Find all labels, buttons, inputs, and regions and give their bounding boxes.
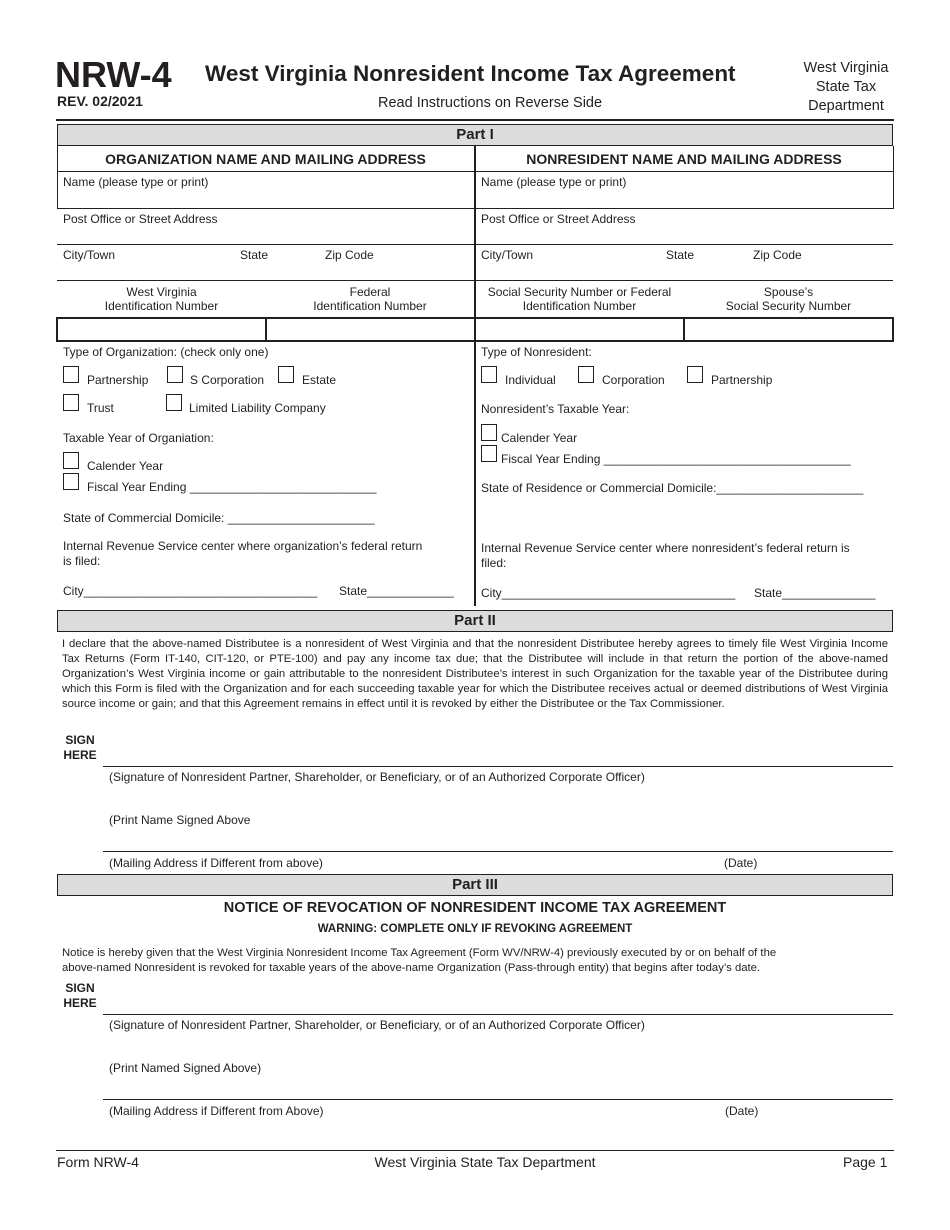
label-line: Identification Number <box>313 299 427 313</box>
signature-line <box>103 851 893 852</box>
notice-line: above-named Nonresident is revoked for taxable years of the above-name Organization (Pass-through entity) that begins after today’s date. <box>62 962 761 974</box>
part3-print-name-label: (Print Named Signed Above) <box>109 1061 262 1075</box>
nonres-city-label: City/Town <box>481 248 534 262</box>
nonres-heading: NONRESIDENT NAME AND MAILING ADDRESS <box>526 151 842 167</box>
org-calendar-year-label: Calender Year <box>87 459 164 473</box>
part2-print-name-label: (Print Name Signed Above <box>109 813 251 827</box>
agency-line: Department <box>808 98 884 114</box>
footer-rule <box>56 1150 894 1151</box>
part1-divider <box>474 146 476 606</box>
footer-form-id: Form NRW-4 <box>57 1154 139 1170</box>
nonres-residence-field[interactable]: State of Residence or Commercial Domicile:______________________ <box>481 481 864 495</box>
label-line: Identification Number <box>104 299 219 313</box>
label-line: filed: <box>481 556 507 570</box>
fed-id-input[interactable] <box>267 319 473 340</box>
part2-signature-field[interactable] <box>103 740 892 765</box>
label-line: Internal Revenue Service center where nonresident’s federal return is <box>481 541 850 555</box>
org-type-label: Type of Organization: (check only one) <box>63 345 269 359</box>
org-irs-state-field[interactable]: State_____________ <box>339 584 454 598</box>
org-irs-city-field[interactable]: City___________________________________ <box>63 584 318 598</box>
part2-mailing-label: (Mailing Address if Different from above) <box>109 856 323 870</box>
part3-signature-field[interactable] <box>103 988 892 1013</box>
form-id: NRW-4 <box>55 54 172 95</box>
nonres-state-label: State <box>666 248 695 262</box>
sign-text: SIGN <box>65 733 95 747</box>
org-city-label: City/Town <box>63 248 116 262</box>
agency-line: West Virginia <box>803 60 889 76</box>
s-corporation-label: S Corporation <box>190 373 265 387</box>
here-text: HERE <box>63 748 97 762</box>
estate-label: Estate <box>302 373 337 387</box>
label-line: Identification Number <box>522 299 637 313</box>
nonres-fiscal-year-field[interactable]: Fiscal Year Ending _____________________________________ <box>501 452 851 466</box>
part2-date-label: (Date) <box>724 856 758 870</box>
org-taxable-year-label: Taxable Year of Organiation: <box>63 431 214 445</box>
org-irs-label <box>63 539 422 569</box>
row-rule <box>57 280 893 281</box>
notice-line: Notice is hereby given that the West Virginia Nonresident Income Tax Agreement (Form WV/NRW-4) previously executed by or on behalf of the <box>62 947 777 959</box>
revocation-warning: WARNING: COMPLETE ONLY IF REVOKING AGREEMENT <box>317 923 633 935</box>
nonres-type-label: Type of Nonresident: <box>481 345 592 359</box>
fed-id-label <box>266 285 474 313</box>
partnership-checkbox[interactable] <box>63 366 79 383</box>
header-rule <box>56 119 894 121</box>
label-line: West Virginia <box>126 285 197 299</box>
org-zip-label: Zip Code <box>325 248 374 262</box>
revocation-notice <box>62 946 776 976</box>
s-corporation-checkbox[interactable] <box>167 366 183 383</box>
label-line: Spouse’s <box>763 285 814 299</box>
label-line: is filed: <box>63 554 101 568</box>
nonres-zip-label: Zip Code <box>753 248 802 262</box>
here-text: HERE <box>63 996 97 1010</box>
row-rule <box>57 171 893 172</box>
spouse-ssn-label <box>684 285 893 313</box>
spouse-ssn-input[interactable] <box>685 319 892 340</box>
part2-bar: Part II <box>57 610 893 632</box>
form-revision: REV. 02/2021 <box>57 93 143 109</box>
nonres-irs-label <box>481 541 850 571</box>
part2-declaration: I declare that the above-named Distributee is a nonresident of West Virginia and that the nonresident Distributee hereby agrees to timely file West Virginia Income Tax Returns (Form IT-140, CIT-120, or PTE-100) and pay any income tax due; that the Distributee will include in that return the portion of the above-named Organization’s West Virginia income or gain attributable to the nonresident Distributee’s interest in such Organization for the taxable year of the Distributee during which this Form is filed with the Organization and for each succeeding taxable year for which the Distributee receives actual or deemed distributions of West Virginia source income or gain; and that this Agreement remains in effect until it is revoked by either the Distributee or the Tax Commissioner. <box>62 638 888 710</box>
nonres-partnership-checkbox[interactable] <box>687 366 703 383</box>
trust-label: Trust <box>87 401 114 415</box>
org-domicile-field[interactable]: State of Commercial Domicile: ______________________ <box>63 511 375 525</box>
wv-id-label <box>57 285 266 313</box>
individual-label: Individual <box>505 373 556 387</box>
wv-id-input[interactable] <box>58 319 265 340</box>
corporation-label: Corporation <box>602 373 665 387</box>
form-subtitle: Read Instructions on Reverse Side <box>378 95 603 111</box>
part2-print-name-field[interactable] <box>103 828 892 850</box>
org-fiscal-year-checkbox[interactable] <box>63 473 79 490</box>
org-calendar-year-checkbox[interactable] <box>63 452 79 469</box>
part2-sign-here <box>58 733 102 763</box>
ssn-input[interactable] <box>476 319 683 340</box>
nonres-fiscal-year-checkbox[interactable] <box>481 445 497 462</box>
revocation-heading: NOTICE OF REVOCATION OF NONRESIDENT INCOME TAX AGREEMENT <box>223 900 727 916</box>
llc-label: Limited Liability Company <box>189 401 326 415</box>
nonres-irs-city-field[interactable]: City___________________________________ <box>481 586 736 600</box>
nonres-address-label: Post Office or Street Address <box>481 212 636 226</box>
org-heading: ORGANIZATION NAME AND MAILING ADDRESS <box>105 151 426 167</box>
nonres-calendar-year-label: Calender Year <box>501 431 578 445</box>
individual-checkbox[interactable] <box>481 366 497 383</box>
part3-print-name-field[interactable] <box>103 1076 892 1098</box>
llc-checkbox[interactable] <box>166 394 182 411</box>
footer-page-number: Page 1 <box>843 1154 888 1170</box>
label-line: Internal Revenue Service center where organization’s federal return <box>63 539 423 553</box>
row-rule <box>57 244 893 245</box>
signature-line <box>103 1014 893 1015</box>
part3-signature-label: (Signature of Nonresident Partner, Shareholder, or Beneficiary, or of an Authorized Corporate Officer) <box>109 1018 645 1032</box>
row-rule <box>57 208 893 209</box>
partnership-label: Partnership <box>87 373 149 387</box>
sign-text: SIGN <box>65 981 95 995</box>
corporation-checkbox[interactable] <box>578 366 594 383</box>
part3-mailing-label: (Mailing Address if Different from Above) <box>109 1104 324 1118</box>
org-name-label: Name (please type or print) <box>63 175 209 189</box>
signature-line <box>103 766 893 767</box>
signature-line <box>103 1099 893 1100</box>
footer-agency: West Virginia State Tax Department <box>374 1154 596 1170</box>
org-address-label: Post Office or Street Address <box>63 212 218 226</box>
label-line: Social Security Number <box>725 299 852 313</box>
nonres-name-label: Name (please type or print) <box>481 175 627 189</box>
org-fiscal-year-field[interactable]: Fiscal Year Ending ____________________________ <box>87 480 377 494</box>
nonres-partnership-label: Partnership <box>711 373 773 387</box>
part3-bar: Part III <box>57 874 893 896</box>
label-line: Social Security Number or Federal <box>487 285 672 299</box>
part3-date-label: (Date) <box>725 1104 759 1118</box>
part1-bar: Part I <box>57 124 893 146</box>
frame-right <box>893 146 894 209</box>
nonres-taxable-year-label: Nonresident’s Taxable Year: <box>481 402 630 416</box>
nonres-irs-state-field[interactable]: State______________ <box>754 586 876 600</box>
nonres-calendar-year-checkbox[interactable] <box>481 424 497 441</box>
org-state-label: State <box>240 248 269 262</box>
agency-name <box>796 59 896 116</box>
trust-checkbox[interactable] <box>63 394 79 411</box>
label-line: Federal <box>349 285 391 299</box>
part3-sign-here <box>58 981 102 1011</box>
ssn-label <box>475 285 684 313</box>
estate-checkbox[interactable] <box>278 366 294 383</box>
agency-line: State Tax <box>815 79 877 95</box>
form-title: West Virginia Nonresident Income Tax Agreement <box>205 61 736 86</box>
part2-signature-label: (Signature of Nonresident Partner, Shareholder, or Beneficiary, or of an Authorized Corporate Officer) <box>109 770 645 784</box>
